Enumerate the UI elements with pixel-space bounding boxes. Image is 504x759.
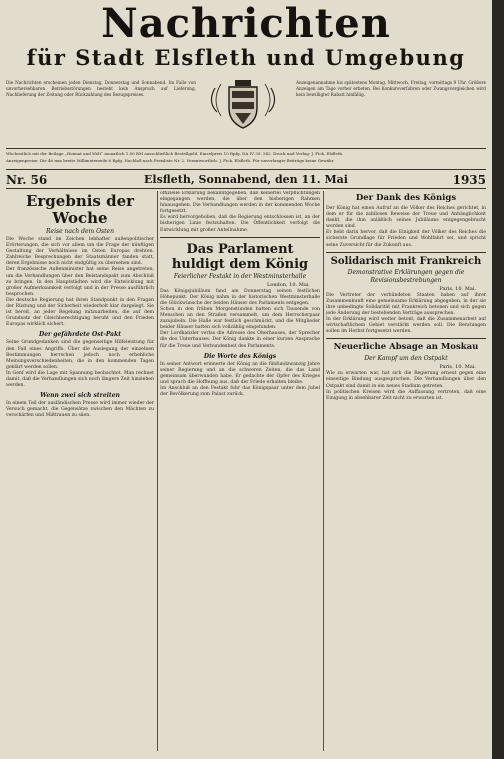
column-divider [157,191,158,751]
column-1 [6,191,154,751]
article-paragraph: In seiner Antwort erinnerte der König an die fünfundzwanzig Jahre seiner Regierung und an die schweren Zeiten, die das Land gemeinsam überwunden habe. Er gedachte der Opfer des Krieges und sprach die Hoffnung aus, daß der Friede erhalten bleibe. [160,361,320,385]
article-paragraph: Wie zu erwarten war, hat sich die Regierung erneut gegen eine einseitige Bindung ausgesprochen. Die Verhandlungen über den Ostpakt sind damit in ein neues Stadium getreten. [326,371,486,389]
divider [6,188,486,189]
dateline-place: London, 10. Mai. [267,281,310,288]
masthead-subtitle: für Stadt Elsfleth und Umgebung [26,45,466,70]
headline-moscow: Neuerliche Absage an Moskau [333,342,479,353]
column-divider [323,191,324,751]
divider [326,338,486,339]
article-paragraph: Es wird hervorgehoben, daß die Regierung entschlossen ist, an der bisherigen Linie festzuhalten. Die Öffentlichkeit verfolgt die Entwicklung mit großer Anteilnahme. [160,215,320,233]
kicker: Demonstrative Erklärungen gegen die Revisionsbestrebungen [347,268,465,284]
article-paragraph: In einem Teil der ausländischen Presse wird immer wieder der Versuch gemacht, die Gegensätze zwischen den Mächten zu verschärfen und Mißtrauen zu säen. [6,401,154,419]
article-paragraph: Der französische Außenminister hat seine Reise angetreten, um die Verhandlungen über den Beistandspakt zum Abschluß zu bringen. In den Hauptstädten wird die Entwicklung mit großer Aufmerksamkeit verfolgt und in der Presse ausführlich besprochen. [6,267,154,297]
dateline-place: Paris, 10. Mai. [439,285,476,292]
issue-date: Elsfleth, Sonnabend, den 11. Mai [144,173,348,186]
article-paragraph: Die deutsche Regierung hat ihren Standpunkt in den Fragen der Rüstung und der Sicherheit wiederholt klar dargelegt. Sie ist bereit, an jeder Regelung mitzuarbeiten, die auf dem Grundsatz der Gleichberechtigung beruht und den Frieden Europas wirklich sichert. [6,297,154,328]
article-paragraph: Das Königsjubiläum fand am Donnerstag seinen festlichen Höhepunkt. Der König nahm in der historischen Westminsterhalle die Glückwünsche der beiden Häuser des Parlaments entgegen. [160,288,320,306]
divider [6,148,486,149]
headline-solidarity: Solidarisch mit Frankreich [330,255,482,267]
divider [326,252,486,253]
column-2 [160,191,320,751]
kicker: Reise nach dem Osten [46,228,114,235]
article-paragraph: Der Lordkanzler verlas die Adresse des Oberhauses, der Sprecher die des Unterhauses. Der König dankte in einer kurzen Ansprache für die Treue und Verbundenheit des Parlaments. [160,331,320,349]
article-paragraph: In der Erklärung wird weiter betont, daß die Zusammenarbeit auf wirtschaftlichem Gebiet verstärkt werden soll. Die Beratungen sollen im Herbst fortgesetzt werden. [326,317,486,335]
article-paragraph: offizielle Erklärung bekanntgegeben, daß keinerlei Verpflichtungen eingegangen werden, die über den bisherigen Rahmen hinausgehen. Die Verhandlungen werden in der kommenden Woche fortgesetzt. [160,191,320,215]
advertising-notice: Anzeigenannahme bis spätestens Montag, Mittwoch, Freitag, vormittags 9 Uhr. Größere Anzeigen am Tage vorher erbeten. Bei Konkursverfahren oder Zwangsvergleichen wird kein bewilligter Rabatt hinfällig. [296,80,486,98]
dateline-place: Paris, 10. Mai. [439,364,476,371]
article-paragraph: Im Anschluß an den Festakt fuhr das Königspaar unter dem Jubel der Bevölkerung zum Palast zurück. [160,385,320,398]
article-paragraph: Die Woche stand im Zeichen lebhafter außenpolitischer Erörterungen, die sich vor allem um die Frage der künftigen Gestaltung der Verhältnisse im Osten Europas drehten. Zahlreiche Besprechungen der Staatsmänner fanden statt, deren Ergebnisse noch nicht endgültig zu übersehen sind. [6,237,154,267]
issue-number: Nr. 56 [6,173,48,187]
dateline [6,173,486,187]
divider [6,169,486,170]
article-paragraph: Die Vertreter der verbündeten Staaten haben auf ihrer Zusammenkunft eine gemeinsame Erklärung abgegeben, in der sie ihre unbedingte Solidarität mit Frankreich betonen und sich gegen jede Änderung der bestehenden Verträge aussprechen. [326,292,486,316]
issue-year: 1935 [452,173,486,187]
publication-notice: Die Nachrichten erscheinen jeden Dienstag, Donnerstag und Sonnabend. Im Falle von unvorhersehbaren Betriebsstörungen besteht kein Anspruch auf Lieferung, Nachlieferung der Zeitung oder Rückzahlung des Bezugspreises. [6,80,196,98]
article-paragraph: Der König hat einen Aufruf an die Völker des Reiches gerichtet, in dem er für die zahllosen Beweise der Treue und Anhänglichkeit dankt, die ihm anläßlich seines Jubiläums entgegengebracht worden sind. [326,206,486,230]
headline-week-summary: Ergebnis der Woche [25,192,135,227]
headline-kings-thanks: Der Dank des Königs [355,193,457,203]
article-paragraph: Er hebt darin hervor, daß die Einigkeit der Völker des Reiches die sicherste Grundlage für Frieden und Wohlfahrt sei, und spricht seine Zuversicht für die Zukunft aus. [326,230,486,248]
article-paragraph: In Genf wird die Lage mit Spannung beobachtet. Man rechnet damit, daß die Verhandlungen sich noch längere Zeit hinziehen werden. [6,370,154,389]
article-paragraph: Schon in den frühen Morgenstunden hatten sich Tausende von Menschen an den Straßen versammelt, um dem Herrscherpaar zuzujubeln. Die Halle war festlich geschmückt, und die Mitglieder beider Häuser hatten sich vollzählig eingefunden. [160,306,320,331]
subscription-line: Wöchentlich mit der Beilage „Heimat und Welt“ monatlich 1.00 RM ausschließlich Bestellgeld, Einzelpreis 10 Rpfg. DA IV 35: 542. Druck und Verlag: J. Fick, Elsfleth. [6,151,344,156]
section-heading: Wenn zwei sich streiten [40,392,120,400]
divider [160,237,320,238]
advert-price-line: Anzeigenpreise: Die 46 mm breite Millimeterzeile 6 Rpfg. Nachlaß nach Preisliste Nr. 2. Verantwortlich: J. Fick, Elsfleth. Für unverlangte Beiträge keine Gewähr. [6,158,335,163]
article-paragraph: In politischen Kreisen wird die Auffassung vertreten, daß eine Einigung in absehbarer Zeit nicht zu erwarten ist. [326,389,486,401]
scan-edge [492,0,504,759]
kicker: Der Kampf um den Ostpakt [364,355,448,363]
article-paragraph: Seine Grundgedanken sind die gegenseitige Hilfeleistung für den Fall eines Angriffs. Über die Auslegung der einzelnen Bestimmungen herrschen jedoch noch erhebliche Meinungsverschiedenheiten, die in den kommenden Tagen geklärt werden sollen. [6,340,154,370]
coat-of-arms-icon [205,78,281,134]
section-heading: Der gefährdete Ost-Pakt [39,331,121,339]
column-3 [326,191,486,751]
headline-parliament: Das Parlament huldigt dem König [171,241,309,272]
kicker: Feierlicher Festakt in der Westminsterhalle [173,272,307,280]
masthead-title: Nachrichten [101,0,391,47]
section-heading: Die Worte des Königs [203,352,277,360]
